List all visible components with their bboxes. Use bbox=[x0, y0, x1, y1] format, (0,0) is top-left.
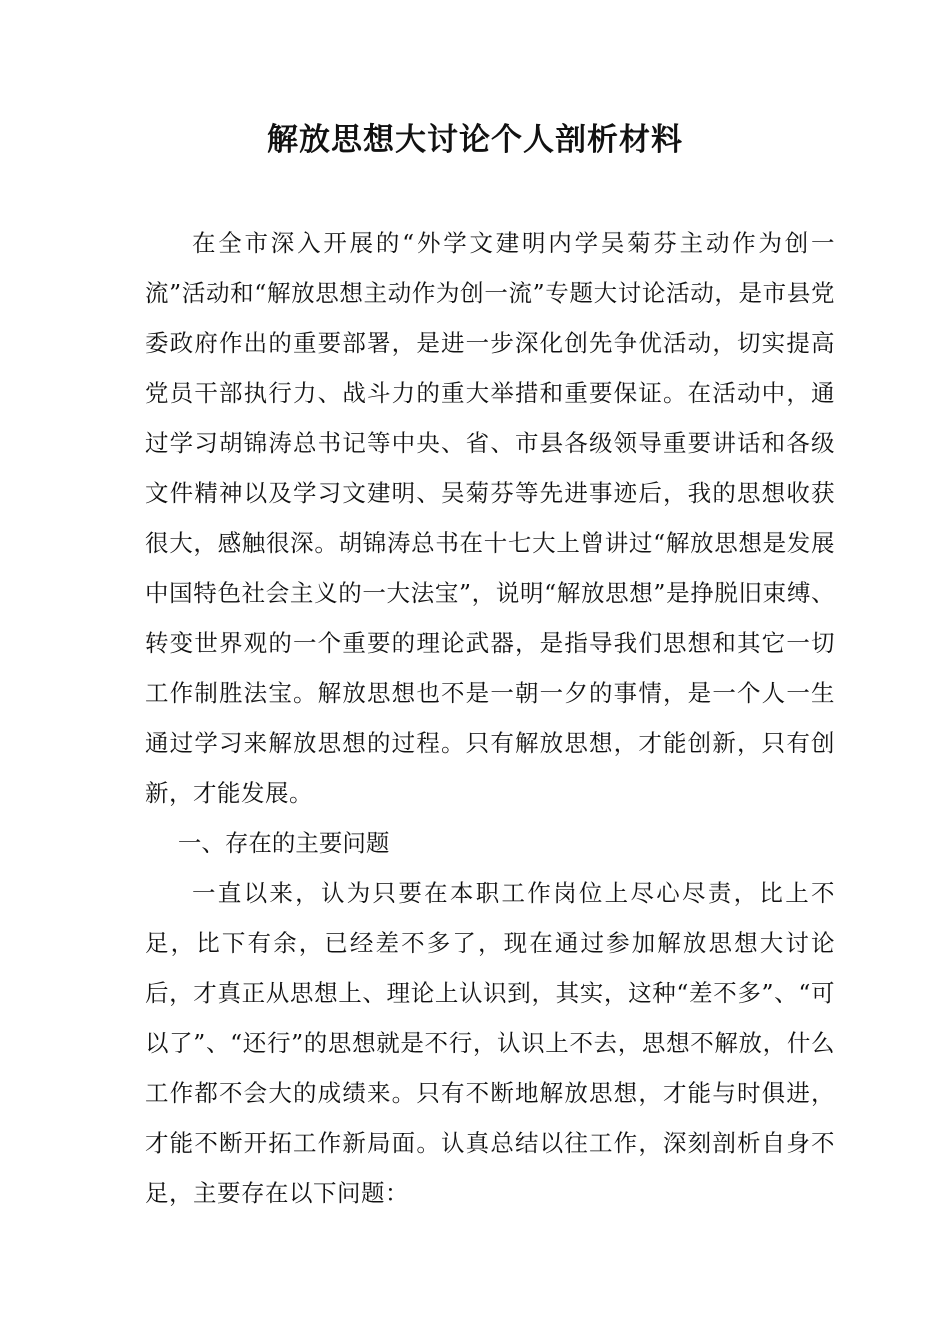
document-title: 解放思想大讨论个人剖析材料 bbox=[267, 122, 683, 158]
intro-paragraph: 在全市深入开展的“外学文建明内学吴菊芬主动作为创一流”活动和“解放思想主动作为创一流”专题大讨论活动，是市县党委政府作出的重要部署，是进一步深化创先争优活动，切实提高党员干部执行力、战斗力的重大举措和重要保证。在活动中，通过学习胡锦涛总书记等中央、省、市县各级领导重要讲话和各级文件精神以及学习文建明、吴菊芬等先进事迹后，我的思想收获很大，感触很深。胡锦涛总书在十七大上曾讲过“解放思想是发展中国特色社会主义的一大法宝”，说明“解放思想”是挣脱旧束缚、转变世界观的一个重要的理论武器，是指导我们思想和其它一切工作制胜法宝。解放思想也不是一朝一夕的事情，是一个人一生通过学习来解放思想的过程。只有解放思想，才能创新，只有创新，才能发展。 bbox=[145, 229, 835, 807]
document-body bbox=[145, 218, 835, 1218]
problems-paragraph: 一直以来，认为只要在本职工作岗位上尽心尽责，比上不足，比下有余，已经差不多了，现在通过参加解放思想大讨论后，才真正从思想上、理论上认识到，其实，这种“差不多”、“可以了”、“还行”的思想就是不行，认识上不去，思想不解放，什么工作都不会大的成绩来。只有不断地解放思想，才能与时俱进，才能不断开拓工作新局面。认真总结以往工作，深刻剖析自身不足，主要存在以下问题： bbox=[145, 879, 835, 1207]
section-heading: 一、存在的主要问题 bbox=[177, 829, 390, 857]
